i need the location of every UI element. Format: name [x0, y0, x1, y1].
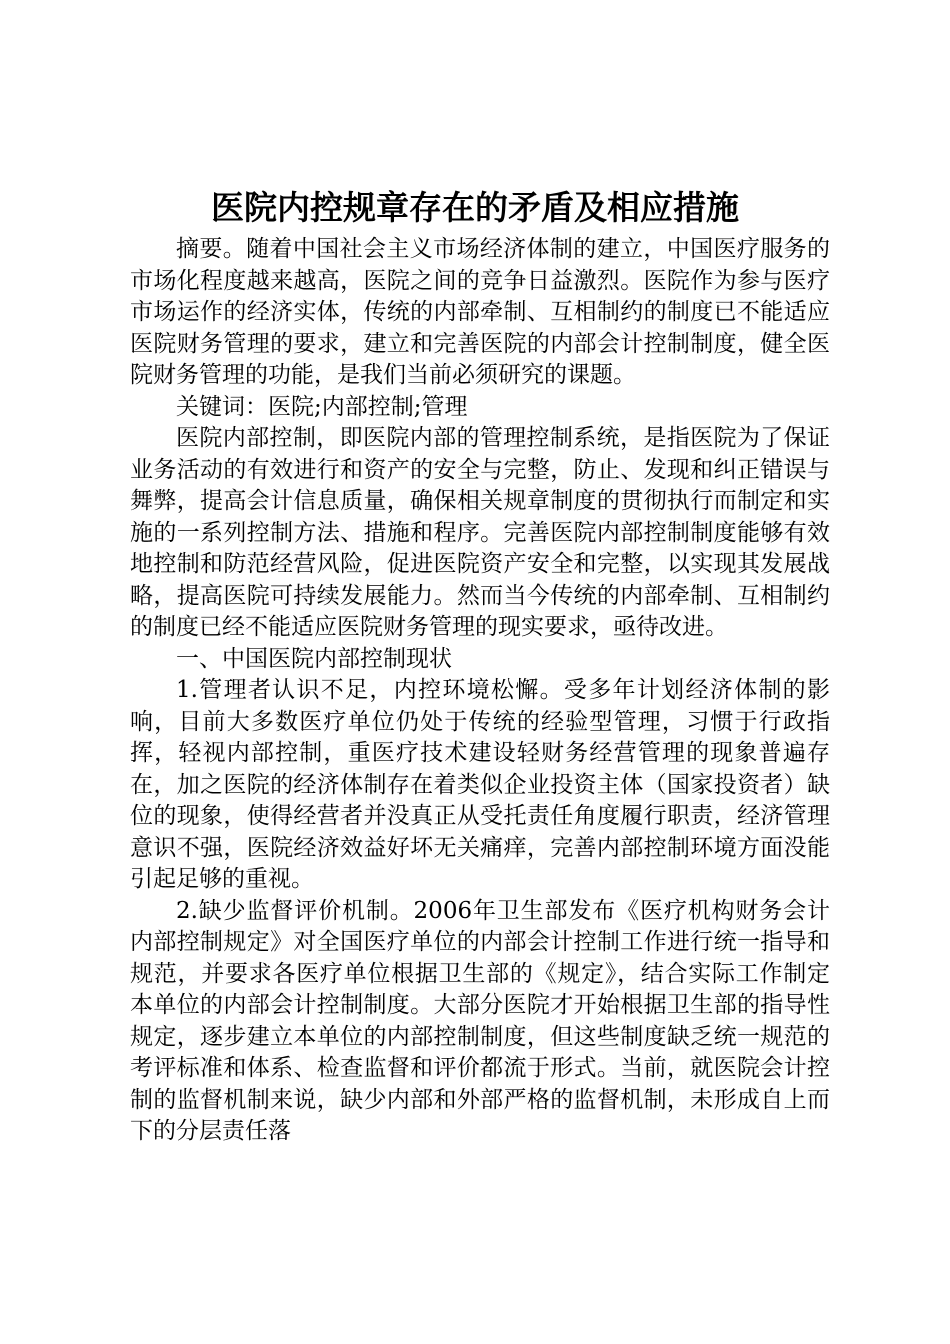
- intro-paragraph: 医院内部控制，即医院内部的管理控制系统，是指医院为了保证业务活动的有效进行和资产的安全与完整，防止、发现和纠正错误与舞弊，提高会计信息质量，确保相关规章制度的贯彻执行而制定和实施的一系列控制方法、措施和程序。完善医院内部控制制度能够有效地控制和防范经营风险，促进医院资产安全和完整，以实现其发展战略，提高医院可持续发展能力。然而当今传统的内部牵制、互相制约的制度已经不能适应医院财务管理的现实要求，亟待改进。: [130, 425, 830, 640]
- point-2-paragraph: 2.缺少监督评价机制。2006年卫生部发布《医疗机构财务会计内部控制规定》对全国医疗单位的内部会计控制工作进行统一指导和规范，并要求各医疗单位根据卫生部的《规定》，结合实际工作制定本单位的内部会计控制制度。大部分医院才开始根据卫生部的指导性规定，逐步建立本单位的内部控制制度，但这些制度缺乏统一规范的考评标准和体系、检查监督和评价都流于形式。当前，就医院会计控制的监督机制来说，缺少内部和外部严格的监督机制，未形成自上而下的分层责任落: [130, 897, 830, 1144]
- keywords-paragraph: 关键词：医院;内部控制;管理: [176, 393, 468, 420]
- abstract-paragraph: 摘要。随着中国社会主义市场经济体制的建立，中国医疗服务的市场化程度越来越高，医院之间的竞争日益激烈。医院作为参与医疗市场运作的经济实体，传统的内部牵制、互相制约的制度已不能适应医院财务管理的要求，建立和完善医院的内部会计控制制度，健全医院财务管理的功能，是我们当前必须研究的课题。: [130, 236, 830, 388]
- point-1-paragraph: 1.管理者认识不足，内控环境松懈。受多年计划经济体制的影响，目前大多数医疗单位仍处于传统的经验型管理，习惯于行政指挥，轻视内部控制，重医疗技术建设轻财务经营管理的现象普遍存在，加之医院的经济体制存在着类似企业投资主体（国家投资者）缺位的现象，使得经营者并没真正从受托责任角度履行职责，经济管理意识不强，医院经济效益好坏无关痛痒，完善内部控制环境方面没能引起足够的重视。: [130, 677, 830, 892]
- document-title: 医院内控规章存在的矛盾及相应措施: [211, 188, 739, 227]
- document-body: [130, 234, 830, 1148]
- section-heading: 一、中国医院内部控制现状: [176, 645, 452, 672]
